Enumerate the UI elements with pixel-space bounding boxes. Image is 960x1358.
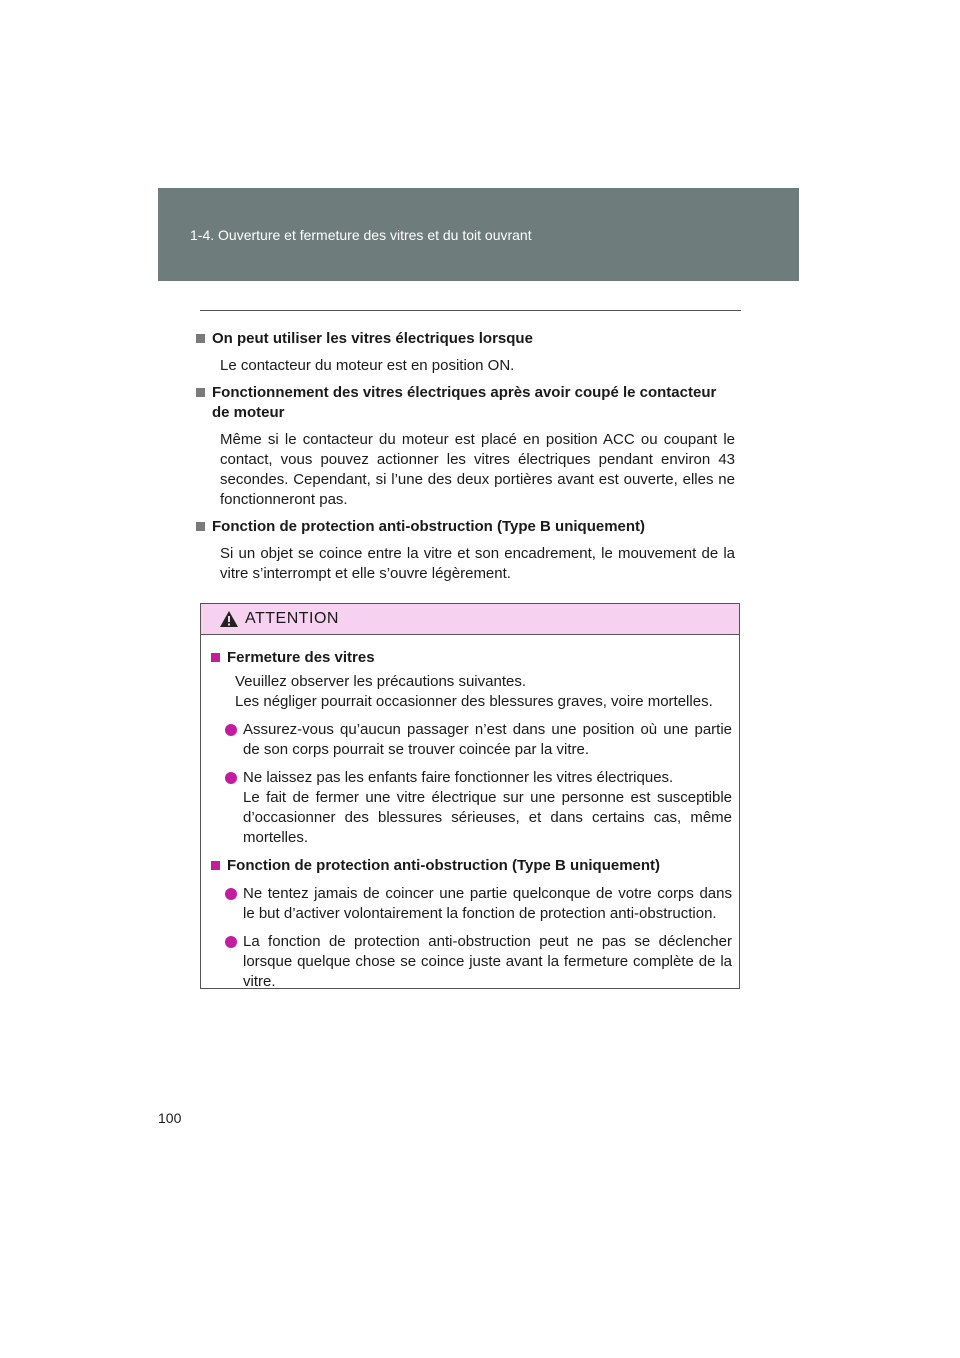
- attention-bullet: Ne tentez jamais de coincer une partie quelconque de votre corps dans le but d’activer volontairement la fonction de protection anti-obstruction.: [211, 884, 732, 924]
- header-rule: [200, 310, 741, 311]
- square-bullet-icon: [211, 653, 220, 662]
- section-header-band: [158, 188, 799, 281]
- attention-label: ATTENTION: [245, 610, 339, 627]
- section-heading: On peut utiliser les vitres électriques lorsque: [196, 329, 735, 349]
- section-title: 1-4. Ouverture et fermeture des vitres et du toit ouvrant: [190, 227, 532, 243]
- attention-bullet: Assurez-vous qu’aucun passager n’est dans une position où une partie de son corps pourrait se trouver coincée par la vitre.: [211, 720, 732, 760]
- attention-box: [200, 603, 740, 989]
- section-heading: Fonctionnement des vitres électriques après avoir coupé le contacteur de moteur: [196, 383, 735, 423]
- attention-heading: Fonction de protection anti-obstruction (Type B uniquement): [211, 856, 732, 876]
- section-block: [212, 383, 735, 510]
- circle-bullet-icon: [225, 724, 237, 736]
- circle-bullet-icon: [225, 936, 237, 948]
- section-text: Même si le contacteur du moteur est placé en position ACC ou coupant le contact, vous pouvez actionner les vitres électriques pendant environ 43 secondes. Cependant, si l’une des deux portières avant est ouverte, elles ne fonctionneront pas.: [220, 431, 735, 508]
- page-number: 100: [158, 1110, 182, 1126]
- section-block: [212, 517, 735, 584]
- circle-bullet-icon: [225, 772, 237, 784]
- attention-body: [201, 635, 739, 992]
- attention-heading: Fermeture des vitres: [211, 648, 732, 668]
- section-text: Si un objet se coince entre la vitre et son encadrement, le mouvement de la vitre s’interrompt et elle s’ouvre légèrement.: [220, 545, 735, 582]
- section-heading: Fonction de protection anti-obstruction (Type B uniquement): [196, 517, 735, 537]
- square-bullet-icon: [196, 334, 205, 343]
- square-bullet-icon: [196, 388, 205, 397]
- main-content: [212, 329, 735, 591]
- attention-header: [201, 604, 739, 635]
- warning-triangle-icon: [219, 610, 239, 628]
- attention-bullet: La fonction de protection anti-obstruction peut ne pas se déclencher lorsque quelque chose se coince juste avant la fermeture complète de la vitre.: [211, 932, 732, 992]
- section-block: [212, 329, 735, 376]
- section-text: Le contacteur du moteur est en position ON.: [220, 357, 515, 374]
- square-bullet-icon: [211, 861, 220, 870]
- attention-text: Veuillez observer les précautions suivantes. Les négliger pourrait occasionner des blessures graves, voire mortelles.: [235, 673, 713, 710]
- circle-bullet-icon: [225, 888, 237, 900]
- attention-bullet: Ne laissez pas les enfants faire fonctionner les vitres électriques. Le fait de fermer une vitre électrique sur une personne est susceptible d’occasionner des blessures sérieuses, et dans certains cas, même mortelles.: [211, 768, 732, 848]
- square-bullet-icon: [196, 522, 205, 531]
